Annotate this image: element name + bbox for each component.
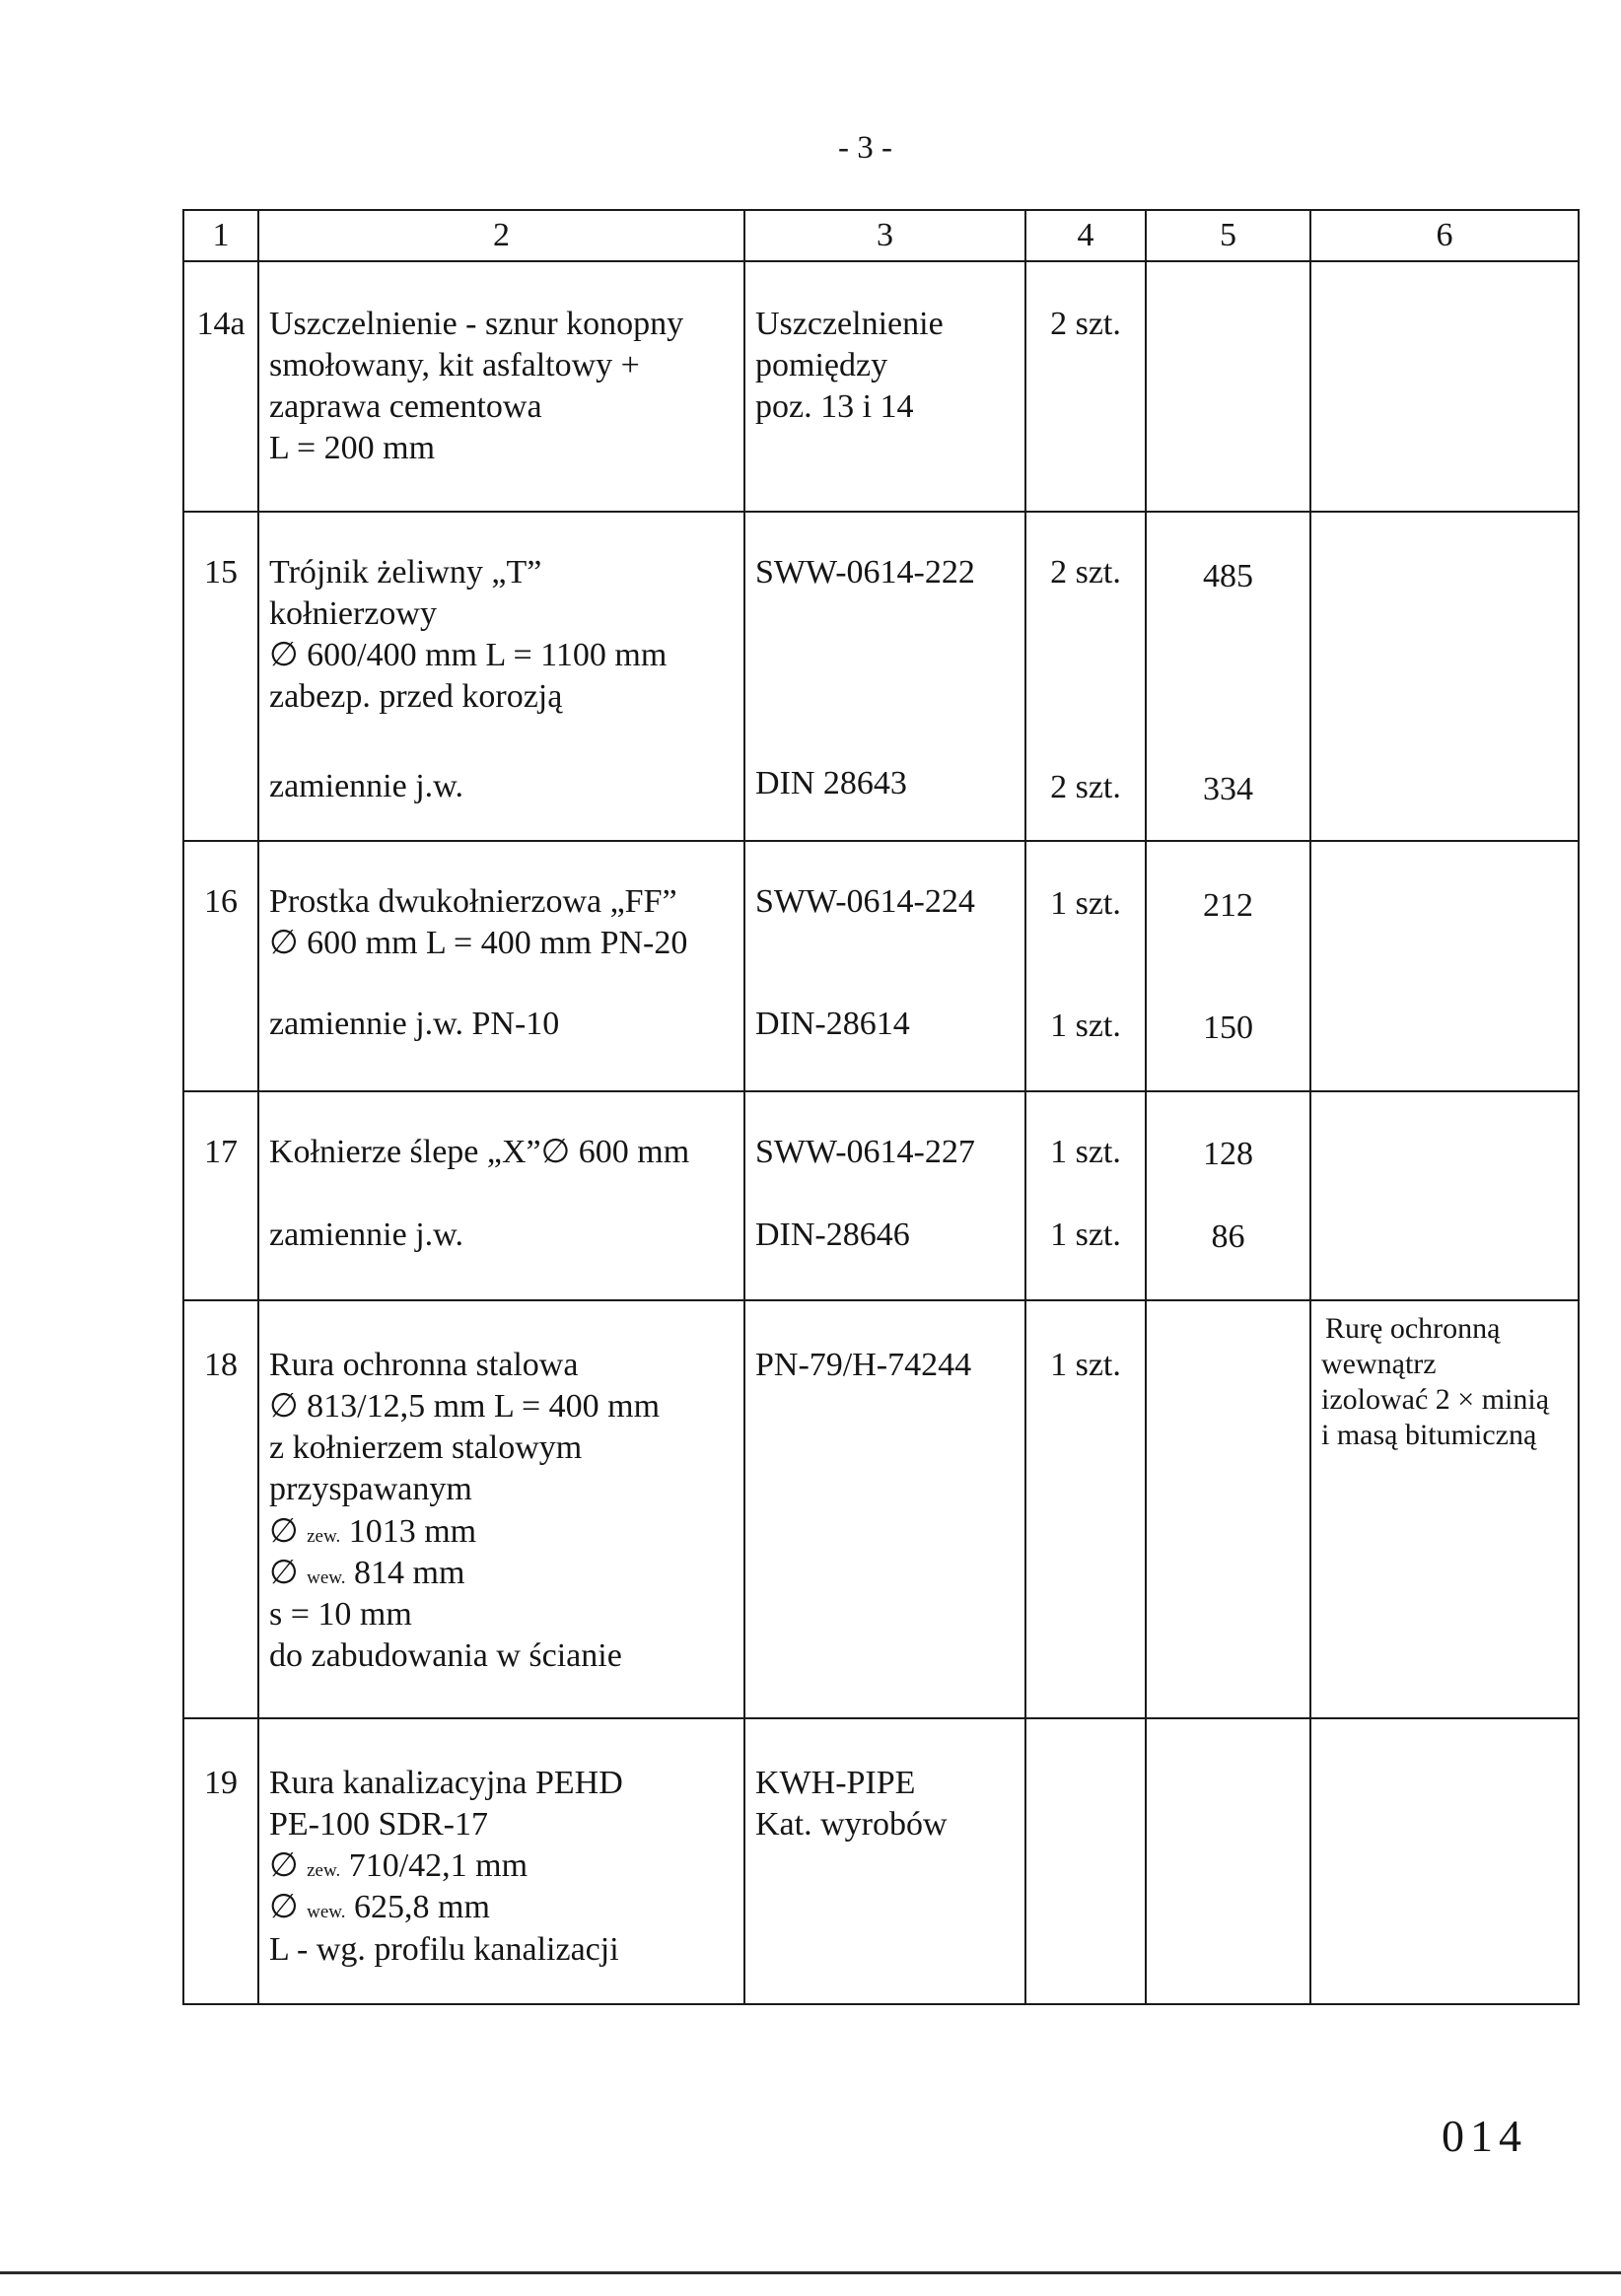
item-norm xyxy=(744,1091,1025,1300)
norm-line: KWH-PIPE xyxy=(755,1765,916,1801)
item-description xyxy=(258,512,744,841)
item-number: 16 xyxy=(183,841,258,1091)
table-row xyxy=(183,1718,1579,2004)
alternative-weight: 86 xyxy=(1211,1218,1245,1256)
description-line: Kołnierze ślepe „X”∅ 600 mm xyxy=(269,1134,690,1170)
alternative-description: zamiennie j.w. xyxy=(269,1217,463,1254)
item-weight xyxy=(1146,261,1310,512)
table-row xyxy=(183,1091,1579,1300)
specification-table xyxy=(182,209,1580,2005)
item-weight xyxy=(1146,1300,1310,1718)
description-line: z kołnierzem stalowym xyxy=(269,1429,583,1467)
table-row xyxy=(183,1300,1579,1718)
description-line: kołnierzowy xyxy=(269,595,437,633)
item-number: 14a xyxy=(183,261,258,512)
column-header: 1 xyxy=(183,210,258,261)
weight-value: 212 xyxy=(1203,887,1253,924)
item-norm xyxy=(744,261,1025,512)
norm-line: pomiędzy xyxy=(755,347,888,384)
note-line: Rurę ochronną xyxy=(1325,1312,1501,1345)
column-header: 5 xyxy=(1146,210,1310,261)
description-line: ∅ 813/12,5 mm L = 400 mm xyxy=(269,1388,661,1426)
column-header: 4 xyxy=(1025,210,1146,261)
item-quantity: 2 szt. xyxy=(1025,261,1146,512)
item-notes xyxy=(1310,1718,1579,2004)
inner-diameter-line xyxy=(269,1553,734,1594)
description-line: Uszczelnienie - sznur konopny xyxy=(269,306,684,342)
description-line: Prostka dwukołnierzowa „FF” xyxy=(269,883,677,920)
alternative-norm: DIN 28643 xyxy=(755,765,907,802)
inner-diameter-value: 625,8 mm xyxy=(345,1889,490,1926)
outer-diameter-value: 710/42,1 mm xyxy=(340,1847,529,1885)
description-line: przyspawanym xyxy=(269,1471,472,1508)
description-line: zaprawa cementowa xyxy=(269,388,542,426)
description-line: L - wg. profilu kanalizacji xyxy=(269,1930,619,1968)
description-line: do zabudowania w ścianie xyxy=(269,1637,622,1675)
outer-diameter-value: 1013 mm xyxy=(340,1512,477,1550)
description-line: Rura ochronna stalowa xyxy=(269,1347,579,1383)
alternative-quantity: 2 szt. xyxy=(1050,769,1121,806)
norm-line: Uszczelnienie xyxy=(755,306,944,342)
item-quantity xyxy=(1025,841,1146,1091)
description-line: smołowany, kit asfaltowy + xyxy=(269,347,640,384)
norm-line: Kat. wyrobów xyxy=(755,1806,948,1844)
item-norm xyxy=(744,841,1025,1091)
item-description xyxy=(258,1718,744,2004)
norm-line: PN-79/H-74244 xyxy=(755,1347,972,1383)
item-norm xyxy=(744,512,1025,841)
diameter-symbol: ∅ xyxy=(269,1512,308,1550)
description-line: zabezp. przed korozją xyxy=(269,678,563,716)
column-header: 2 xyxy=(258,210,744,261)
item-weight xyxy=(1146,1718,1310,2004)
item-quantity xyxy=(1025,1091,1146,1300)
alternative-quantity: 1 szt. xyxy=(1050,1008,1121,1045)
item-weight xyxy=(1146,841,1310,1091)
item-norm xyxy=(744,1300,1025,1718)
item-quantity xyxy=(1025,1718,1146,2004)
description-line: L = 200 mm xyxy=(269,430,436,467)
document-code: 014 xyxy=(1442,2111,1527,2161)
table-row xyxy=(183,512,1579,841)
outer-diameter-line xyxy=(269,1511,734,1553)
inner-subscript: wew. xyxy=(307,1902,346,1923)
norm-line: SWW-0614-224 xyxy=(755,883,975,920)
item-notes xyxy=(1310,841,1579,1091)
item-number: 17 xyxy=(183,1091,258,1300)
inner-diameter-line xyxy=(269,1887,734,1928)
bottom-divider xyxy=(0,2271,1621,2274)
quantity-value: 1 szt. xyxy=(1050,885,1121,922)
alternative-norm: DIN-28614 xyxy=(755,1006,910,1043)
description-line: ∅ 600 mm L = 400 mm PN-20 xyxy=(269,925,688,962)
item-quantity xyxy=(1025,512,1146,841)
diameter-symbol: ∅ xyxy=(269,1847,308,1885)
item-description xyxy=(258,261,744,512)
item-notes xyxy=(1310,1091,1579,1300)
note-line: i masą bitumiczną xyxy=(1321,1419,1537,1451)
item-number: 15 xyxy=(183,512,258,841)
alternative-description: zamiennie j.w. PN-10 xyxy=(269,1006,560,1043)
outer-subscript: zew. xyxy=(307,1860,341,1882)
item-notes xyxy=(1310,1300,1579,1718)
alternative-quantity: 1 szt. xyxy=(1050,1217,1121,1254)
item-description xyxy=(258,841,744,1091)
norm-line: SWW-0614-222 xyxy=(755,554,975,591)
item-notes xyxy=(1310,512,1579,841)
norm-line: SWW-0614-227 xyxy=(755,1134,975,1170)
item-description xyxy=(258,1300,744,1718)
diameter-symbol: ∅ xyxy=(269,1889,308,1926)
item-weight xyxy=(1146,1091,1310,1300)
alternative-description: zamiennie j.w. xyxy=(269,767,463,804)
column-header: 6 xyxy=(1310,210,1579,261)
item-quantity: 1 szt. xyxy=(1025,1300,1146,1718)
quantity-value: 1 szt. xyxy=(1050,1134,1121,1170)
description-line: Rura kanalizacyjna PEHD xyxy=(269,1765,623,1801)
alternative-norm: DIN-28646 xyxy=(755,1217,910,1254)
item-notes xyxy=(1310,261,1579,512)
item-weight xyxy=(1146,512,1310,841)
description-line: PE-100 SDR-17 xyxy=(269,1806,488,1844)
note-line: izolować 2 × minią xyxy=(1321,1383,1550,1416)
outer-subscript: zew. xyxy=(307,1525,341,1547)
page-number: - 3 - xyxy=(838,130,892,166)
item-number: 18 xyxy=(183,1300,258,1718)
inner-subscript: wew. xyxy=(307,1566,346,1588)
table-header-row xyxy=(183,210,1579,261)
alternative-weight: 334 xyxy=(1203,771,1253,808)
column-header: 3 xyxy=(744,210,1025,261)
note-line: wewnątrz xyxy=(1321,1348,1437,1380)
table-row xyxy=(183,261,1579,512)
norm-line: poz. 13 i 14 xyxy=(755,388,914,426)
item-norm xyxy=(744,1718,1025,2004)
table-row xyxy=(183,841,1579,1091)
quantity-value: 2 szt. xyxy=(1050,554,1121,591)
weight-value: 128 xyxy=(1203,1136,1253,1172)
description-line: ∅ 600/400 mm L = 1100 mm xyxy=(269,637,668,674)
alternative-weight: 150 xyxy=(1203,1009,1253,1047)
description-line: Trójnik żeliwny „T” xyxy=(269,554,542,591)
item-number: 19 xyxy=(183,1718,258,2004)
weight-value: 485 xyxy=(1203,558,1253,594)
item-description xyxy=(258,1091,744,1300)
diameter-symbol: ∅ xyxy=(269,1554,308,1591)
inner-diameter-value: 814 mm xyxy=(345,1554,465,1591)
description-line: s = 10 mm xyxy=(269,1595,412,1633)
outer-diameter-line xyxy=(269,1845,734,1887)
